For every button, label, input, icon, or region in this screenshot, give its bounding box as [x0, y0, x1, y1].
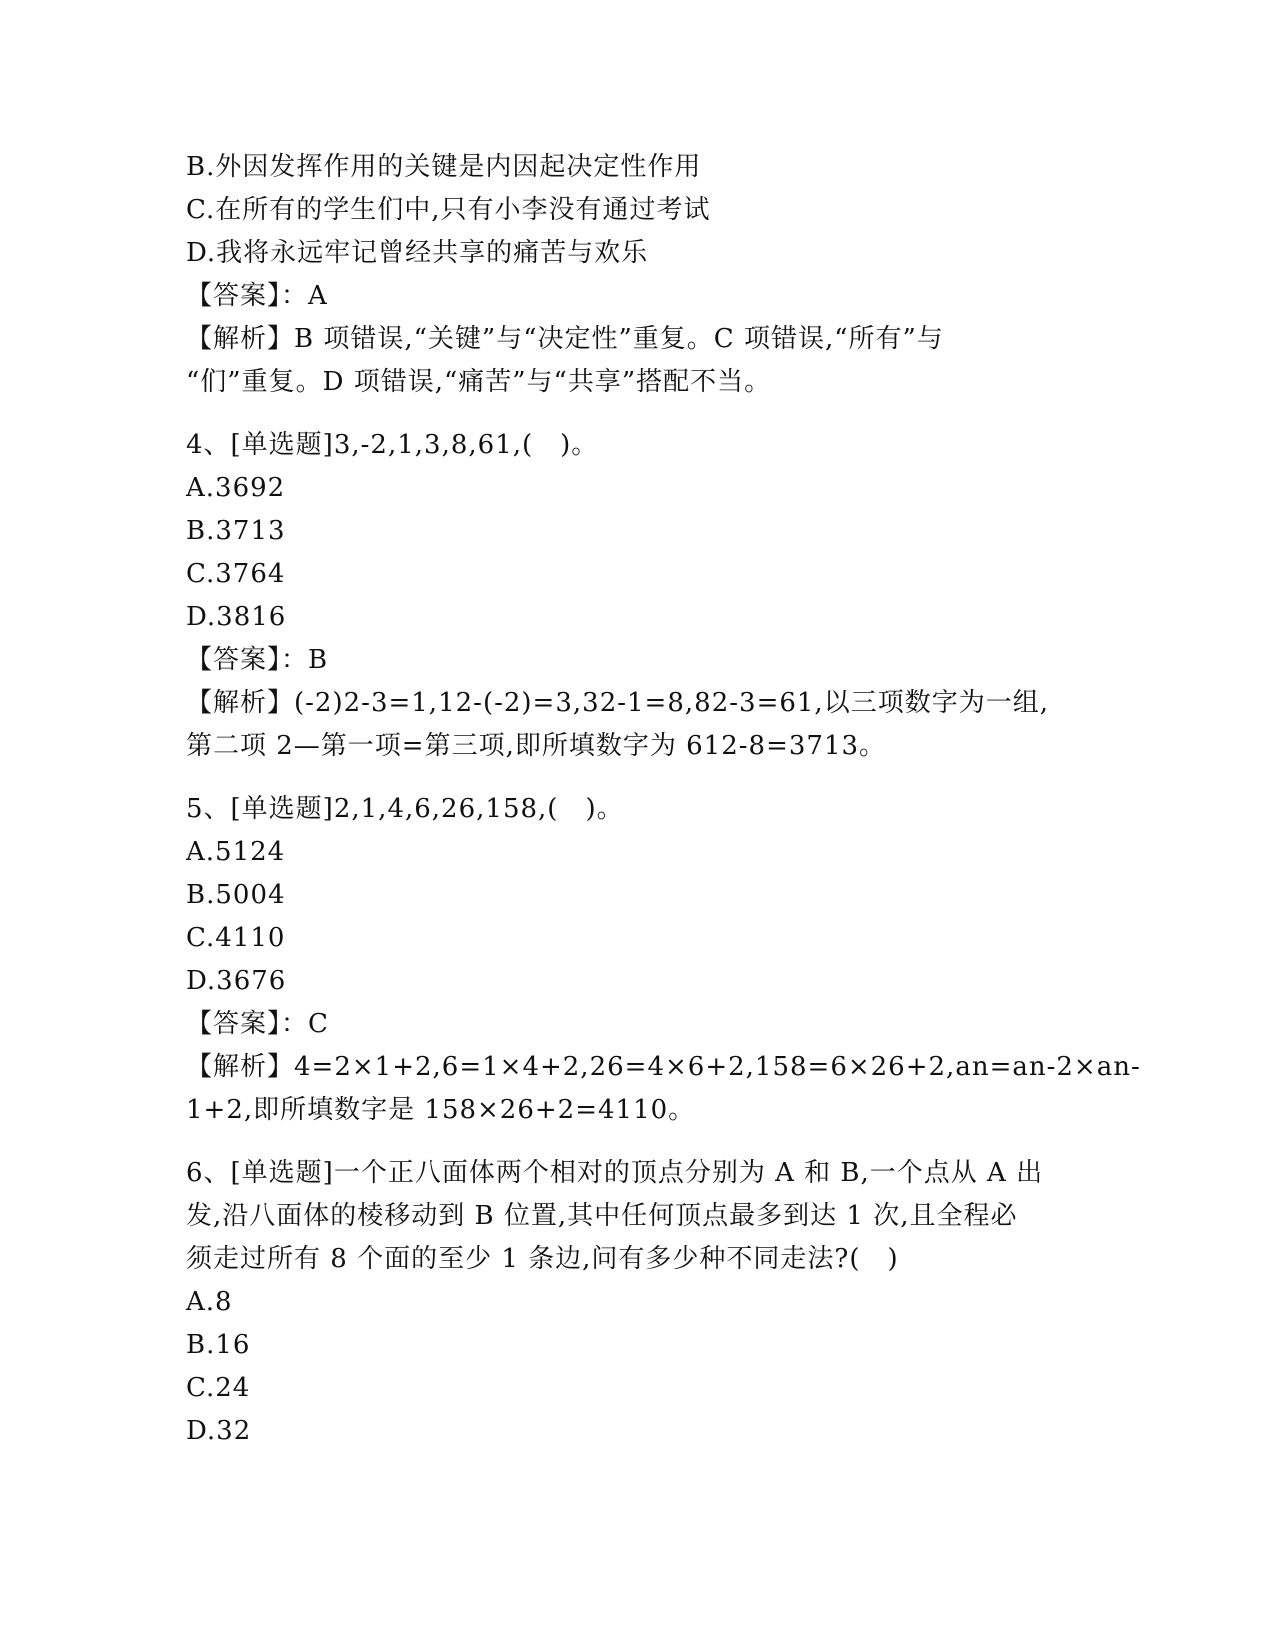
q4-option-b: B.3713	[186, 516, 286, 546]
question-6	[186, 1152, 1086, 1453]
q5-option-b: B.5004	[186, 880, 286, 910]
q5-option-a: A.5124	[186, 837, 286, 867]
q4-answer: 【答案】：B	[186, 645, 329, 675]
q3-option-b: B.外因发挥作用的关键是内因起决定性作用	[186, 152, 702, 182]
q6-question-line-2: 发,沿八面体的棱移动到 B 位置,其中任何顶点最多到达 1 次,且全程必	[186, 1201, 1018, 1231]
q3-option-d: D.我将永远牢记曾经共享的痛苦与欢乐	[186, 238, 649, 268]
q4-option-d: D.3816	[186, 602, 287, 632]
q4-analysis-line-1: 【解析】(-2)2-3=1,12-(-2)=3,32-1=8,82-3=61,以三项数字为一组,	[186, 688, 1049, 718]
spacer	[186, 1132, 1086, 1152]
q6-option-d: D.32	[186, 1416, 252, 1446]
q6-option-a: A.8	[186, 1287, 233, 1317]
q5-answer: 【答案】：C	[186, 1009, 329, 1039]
document-content	[186, 146, 1141, 1453]
q6-option-c: C.24	[186, 1373, 251, 1403]
question-3	[186, 146, 1086, 404]
q3-option-c: C.在所有的学生们中,只有小李没有通过考试	[186, 195, 711, 225]
q5-option-c: C.4110	[186, 923, 286, 953]
q3-analysis-line-1: 【解析】B 项错误,“关键”与“决定性”重复。C 项错误,“所有”与	[186, 324, 944, 354]
q6-question-line-1: 6、[单选题]一个正八面体两个相对的顶点分别为 A 和 B,一个点从 A 出	[186, 1158, 1044, 1188]
q5-option-d: D.3676	[186, 966, 287, 996]
q5-analysis-line-1: 【解析】4=2×1+2,6=1×4+2,26=4×6+2,158=6×26+2,an=an-2×an-	[186, 1052, 1141, 1082]
q6-question-line-3: 须走过所有 8 个面的至少 1 条边,问有多少种不同走法?( )	[186, 1244, 899, 1274]
q4-option-c: C.3764	[186, 559, 286, 589]
spacer	[186, 404, 1086, 424]
spacer	[186, 768, 1086, 788]
q4-question: 4、[单选题]3,-2,1,3,8,61,( )。	[186, 430, 599, 460]
q5-question: 5、[单选题]2,1,4,6,26,158,( )。	[186, 794, 624, 824]
q3-analysis-line-2: “们”重复。D 项错误,“痛苦”与“共享”搭配不当。	[186, 367, 772, 397]
q6-option-b: B.16	[186, 1330, 251, 1360]
q3-answer: 【答案】：A	[186, 281, 328, 311]
q4-option-a: A.3692	[186, 473, 286, 503]
q5-analysis-line-2: 1+2,即所填数字是 158×26+2=4110。	[186, 1095, 696, 1125]
question-5	[186, 788, 1141, 1132]
q4-analysis-line-2: 第二项 2—第一项=第三项,即所填数字为 612-8=3713。	[186, 731, 887, 761]
question-4	[186, 424, 1086, 768]
